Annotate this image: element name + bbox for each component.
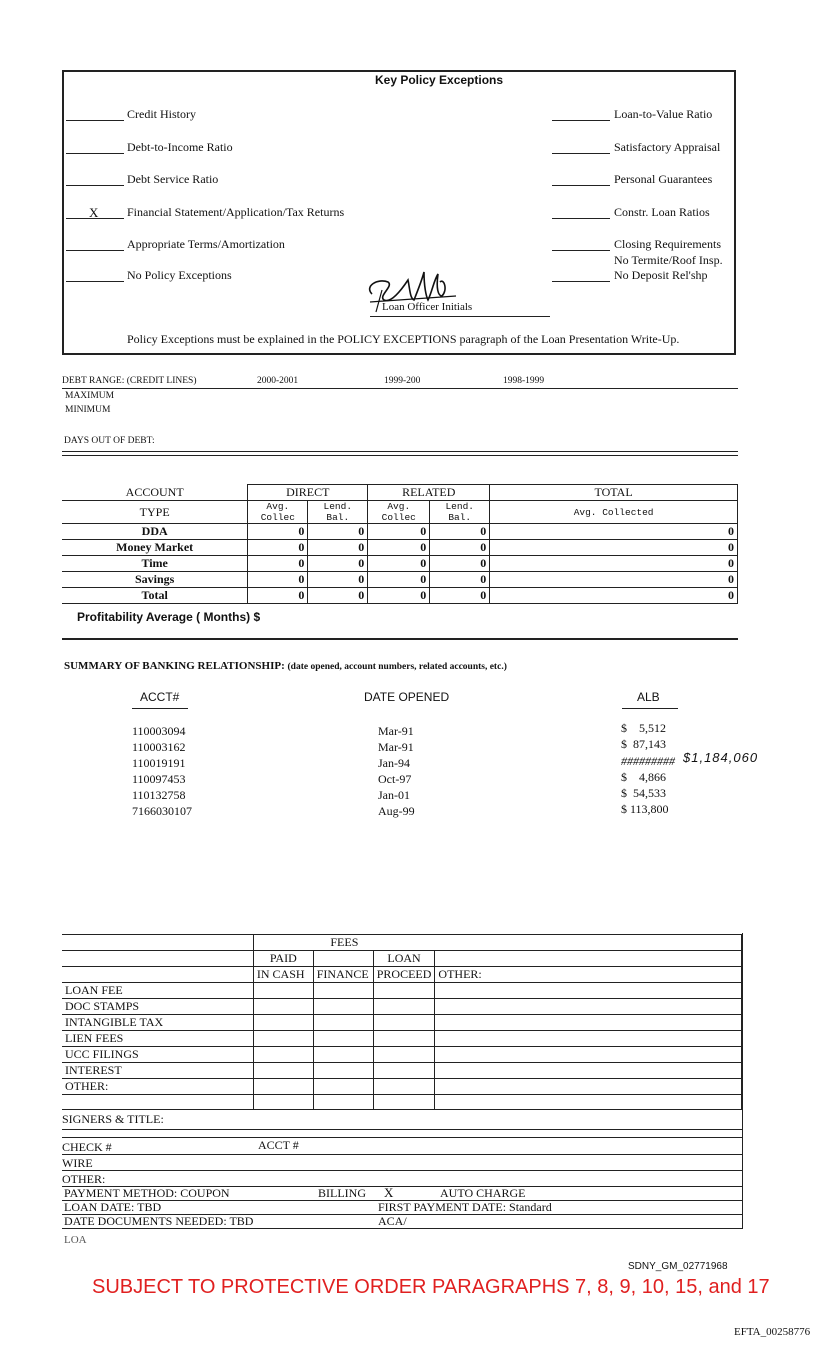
cell-related-avg: 0 (368, 556, 430, 572)
debt-year-3: 1998-1999 (503, 376, 545, 386)
label-terms-amortization: Appropriate Terms/Amortization (127, 237, 285, 251)
debt-range-label: DEBT RANGE: (CREDIT LINES) (62, 376, 197, 386)
fees-header-blank (62, 951, 253, 967)
col-paid: PAID (253, 951, 313, 967)
fee-proceed-cell[interactable] (373, 983, 435, 999)
cell-total: 0 (490, 524, 738, 540)
col-finance-top (313, 951, 373, 967)
sub-direct-avg: Avg. Collec (248, 501, 308, 524)
blank-credit-history[interactable] (66, 120, 124, 121)
fee-finance-cell[interactable] (313, 1031, 373, 1047)
wire-rule (62, 1170, 742, 1171)
label-credit-history: Credit History (127, 107, 196, 121)
col-acct-underline (132, 708, 188, 709)
label-closing-requirements: Closing Requirements (614, 237, 721, 251)
mark-financial-statement: X (89, 205, 99, 220)
payment-method-label: PAYMENT METHOD: COUPON (64, 1186, 230, 1200)
cell-related-lend: 0 (430, 556, 490, 572)
fee-finance-cell[interactable] (313, 1047, 373, 1063)
fee-label: DOC STAMPS (62, 999, 253, 1015)
loan-date-label: LOAN DATE: TBD (64, 1200, 162, 1214)
cell-related-avg: 0 (368, 540, 430, 556)
list-item-date: Oct-97 (378, 772, 412, 786)
fee-in-cash-cell[interactable] (253, 1063, 313, 1079)
cell-related-lend: 0 (430, 524, 490, 540)
account-table (62, 484, 738, 604)
cell-direct-lend: 0 (308, 540, 368, 556)
col-in-cash: IN CASH (253, 967, 313, 983)
cell-total: 0 (490, 588, 738, 604)
row-type: Savings (62, 572, 248, 588)
fee-label: OTHER: (62, 1079, 253, 1095)
list-item-alb: $ 113,800 (621, 802, 669, 816)
label-debt-service: Debt Service Ratio (127, 172, 219, 186)
cell-direct-lend: 0 (308, 524, 368, 540)
blank-debt-to-income[interactable] (66, 153, 124, 154)
col-proceed: PROCEED (373, 967, 435, 983)
list-item-date: Mar-91 (378, 740, 414, 754)
fee-in-cash-cell[interactable] (253, 1079, 313, 1095)
label-no-policy-exceptions: No Policy Exceptions (127, 268, 232, 282)
cell-direct-lend: 0 (308, 588, 368, 604)
fees-header-blank-2 (62, 967, 253, 983)
account-header-row (62, 485, 738, 501)
efta-number: EFTA_00258776 (734, 1326, 811, 1338)
fee-label: LOAN FEE (62, 983, 253, 999)
blank-constr-loan-ratios[interactable] (552, 218, 610, 219)
label-no-termite: No Termite/Roof Insp. (614, 253, 723, 267)
list-item-acct: 110003162 (132, 740, 186, 754)
fee-finance-cell[interactable] (313, 1079, 373, 1095)
fee-in-cash-cell[interactable] (253, 1031, 313, 1047)
minimum-label: MINIMUM (65, 405, 111, 415)
fees-table (62, 934, 742, 1110)
handwritten-alb: $1,184,060 (683, 750, 759, 765)
col-acct: ACCT# (140, 690, 180, 704)
header-type: TYPE (62, 501, 248, 524)
label-debt-to-income: Debt-to-Income Ratio (127, 140, 233, 154)
debt-range-rule (62, 388, 738, 389)
initials-line (370, 316, 550, 317)
table-row (62, 1015, 742, 1031)
list-item-acct: 7166030107 (132, 804, 192, 818)
table-row (62, 572, 738, 588)
list-item-alb: $ 5,512 (621, 721, 666, 735)
loa-label: LOA (64, 1234, 87, 1246)
cell-direct-avg: 0 (248, 572, 308, 588)
protective-order-notice: SUBJECT TO PROTECTIVE ORDER PARAGRAPHS 7, 8, 9, 10, 15, and 17 (92, 1276, 770, 1298)
col-other: OTHER: (435, 967, 742, 983)
first-payment-label: FIRST PAYMENT DATE: Standard (378, 1200, 552, 1214)
row-type: DDA (62, 524, 248, 540)
fee-finance-cell[interactable] (313, 983, 373, 999)
blank-debt-service[interactable] (66, 185, 124, 186)
list-item-alb: $ 4,866 (621, 770, 666, 784)
summary-title (64, 660, 507, 672)
blank-no-policy-exceptions[interactable] (66, 281, 124, 282)
table-row (62, 588, 738, 604)
fees-header-row-2 (62, 967, 742, 983)
label-financial-statement: Financial Statement/Application/Tax Returns (127, 205, 345, 219)
list-item-acct: 110097453 (132, 772, 186, 786)
fee-other-cell[interactable] (435, 1079, 742, 1095)
table-row (62, 524, 738, 540)
sub-related-avg: Avg. Collec (368, 501, 430, 524)
account-subheader-row (62, 501, 738, 524)
list-item-acct: 110019191 (132, 756, 186, 770)
signers-rule (62, 1129, 742, 1130)
other-label: OTHER: (62, 1172, 106, 1186)
date-docs-needed-label: DATE DOCUMENTS NEEDED: TBD (64, 1214, 254, 1228)
list-item-date: Mar-91 (378, 724, 414, 738)
billing-mark: X (384, 1185, 394, 1200)
acct-number-label: ACCT # (258, 1138, 299, 1152)
cell-related-lend: 0 (430, 588, 490, 604)
fee-in-cash-cell[interactable] (253, 983, 313, 999)
fee-finance-cell[interactable] (313, 1095, 373, 1110)
list-item-alb: $ 54,533 (621, 786, 666, 800)
fees-right-border (742, 933, 743, 1229)
table-row (62, 1063, 742, 1079)
check-rule (62, 1154, 742, 1155)
col-other-top (435, 951, 742, 967)
key-policy-exceptions-box (62, 70, 736, 355)
loan-officer-initials-label: Loan Officer Initials (382, 301, 473, 313)
table-row (62, 1095, 742, 1110)
fee-in-cash-cell[interactable] (253, 999, 313, 1015)
fee-other-cell[interactable] (435, 1095, 742, 1110)
cell-direct-avg: 0 (248, 556, 308, 572)
table-row (62, 999, 742, 1015)
policy-title: Key Policy Exceptions (375, 73, 504, 87)
fee-proceed-cell[interactable] (373, 1047, 435, 1063)
summary-title-text: SUMMARY OF BANKING RELATIONSHIP: (64, 660, 285, 672)
fee-finance-cell[interactable] (313, 1015, 373, 1031)
fee-finance-cell[interactable] (313, 999, 373, 1015)
signers-rule-2 (62, 1137, 742, 1138)
row-type: Total (62, 588, 248, 604)
maximum-label: MAXIMUM (65, 391, 115, 401)
cell-total: 0 (490, 556, 738, 572)
profitability-rule (62, 638, 738, 640)
billing-label: BILLING (318, 1186, 366, 1200)
debt-year-2: 1999-200 (384, 376, 421, 386)
col-alb-underline (622, 708, 678, 709)
list-item-date: Jan-01 (378, 788, 410, 802)
fee-proceed-cell[interactable] (373, 1095, 435, 1110)
fee-other-cell[interactable] (435, 999, 742, 1015)
header-total: TOTAL (490, 485, 738, 501)
sub-total-avg: Avg. Collected (490, 501, 738, 524)
signers-title-label: SIGNERS & TITLE: (62, 1112, 164, 1126)
fee-finance-cell[interactable] (313, 1063, 373, 1079)
fee-label-blank (62, 1095, 253, 1110)
fee-in-cash-cell[interactable] (253, 1047, 313, 1063)
blank-personal-guarantees[interactable] (552, 185, 610, 186)
cell-related-avg: 0 (368, 588, 430, 604)
policy-note: Policy Exceptions must be explained in the POLICY EXCEPTIONS paragraph of the Loan Presentation Write-Up. (127, 332, 680, 346)
blank-no-deposit[interactable] (552, 281, 610, 282)
fee-proceed-cell[interactable] (373, 1079, 435, 1095)
cell-related-lend: 0 (430, 540, 490, 556)
list-item-date: Jan-94 (378, 756, 410, 770)
fees-title-blank-right (435, 935, 742, 951)
fee-proceed-cell[interactable] (373, 1063, 435, 1079)
fee-proceed-cell[interactable] (373, 1031, 435, 1047)
aca-label: ACA/ (378, 1214, 407, 1228)
table-row (62, 1031, 742, 1047)
label-satisfactory-appraisal: Satisfactory Appraisal (614, 140, 721, 154)
fee-in-cash-cell[interactable] (253, 1095, 313, 1110)
list-item-acct: 110132758 (132, 788, 186, 802)
cell-direct-lend: 0 (308, 556, 368, 572)
fee-label: UCC FILINGS (62, 1047, 253, 1063)
fee-label: INTANGIBLE TAX (62, 1015, 253, 1031)
fee-proceed-cell[interactable] (373, 999, 435, 1015)
header-related: RELATED (368, 485, 490, 501)
fee-in-cash-cell[interactable] (253, 1015, 313, 1031)
cell-total: 0 (490, 540, 738, 556)
fee-label: LIEN FEES (62, 1031, 253, 1047)
cell-direct-lend: 0 (308, 572, 368, 588)
header-direct: DIRECT (248, 485, 368, 501)
label-no-deposit: No Deposit Rel'shp (614, 268, 708, 282)
header-account: ACCOUNT (62, 485, 248, 501)
cell-direct-avg: 0 (248, 524, 308, 540)
fee-other-cell[interactable] (435, 1047, 742, 1063)
days-rule-1 (62, 451, 738, 452)
days-out-of-debt-label: DAYS OUT OF DEBT: (64, 436, 155, 446)
table-row (62, 540, 738, 556)
blank-loan-to-value[interactable] (552, 120, 610, 121)
row-type: Money Market (62, 540, 248, 556)
sub-direct-lend: Lend. Bal. (308, 501, 368, 524)
fees-title-blank (62, 935, 253, 951)
cell-direct-avg: 0 (248, 540, 308, 556)
col-finance: FINANCE (313, 967, 373, 983)
table-row (62, 556, 738, 572)
fees-header-row-1 (62, 951, 742, 967)
table-row (62, 983, 742, 999)
fee-other-cell[interactable] (435, 983, 742, 999)
table-row (62, 1079, 742, 1095)
cell-total: 0 (490, 572, 738, 588)
fee-label: INTEREST (62, 1063, 253, 1079)
blank-closing-requirements[interactable] (552, 250, 610, 251)
check-number-label: CHECK # (62, 1140, 112, 1154)
cell-related-lend: 0 (430, 572, 490, 588)
label-loan-to-value: Loan-to-Value Ratio (614, 107, 713, 121)
days-rule-2 (62, 455, 738, 456)
fee-other-cell[interactable] (435, 1031, 742, 1047)
row-type: Time (62, 556, 248, 572)
fee-other-cell[interactable] (435, 1015, 742, 1031)
cell-related-avg: 0 (368, 572, 430, 588)
table-row (62, 1047, 742, 1063)
label-personal-guarantees: Personal Guarantees (614, 172, 713, 186)
debt-year-1: 2000-2001 (257, 376, 299, 386)
list-item-alb: $ 87,143 (621, 737, 666, 751)
fee-proceed-cell[interactable] (373, 1015, 435, 1031)
summary-subtitle: (date opened, account numbers, related accounts, etc.) (287, 662, 507, 672)
blank-satisfactory-appraisal[interactable] (552, 153, 610, 154)
list-item-alb: ######### (621, 754, 675, 768)
sub-related-lend: Lend. Bal. (430, 501, 490, 524)
col-alb: ALB (637, 690, 660, 704)
cell-direct-avg: 0 (248, 588, 308, 604)
docs-rule (62, 1228, 742, 1229)
bates-number: SDNY_GM_02771968 (628, 1261, 728, 1272)
profitability-average: Profitability Average ( Months) $ (77, 610, 261, 624)
blank-terms-amortization[interactable] (66, 250, 124, 251)
cell-related-avg: 0 (368, 524, 430, 540)
col-loan: LOAN (373, 951, 435, 967)
label-constr-loan-ratios: Constr. Loan Ratios (614, 205, 710, 219)
col-date-opened: DATE OPENED (364, 690, 450, 704)
auto-charge-label: AUTO CHARGE (440, 1186, 526, 1200)
wire-label: WIRE (62, 1156, 93, 1170)
fee-other-cell[interactable] (435, 1063, 742, 1079)
fees-title-row (62, 935, 742, 951)
list-item-date: Aug-99 (378, 804, 415, 818)
list-item-acct: 110003094 (132, 724, 186, 738)
fees-title: FEES (253, 935, 435, 951)
